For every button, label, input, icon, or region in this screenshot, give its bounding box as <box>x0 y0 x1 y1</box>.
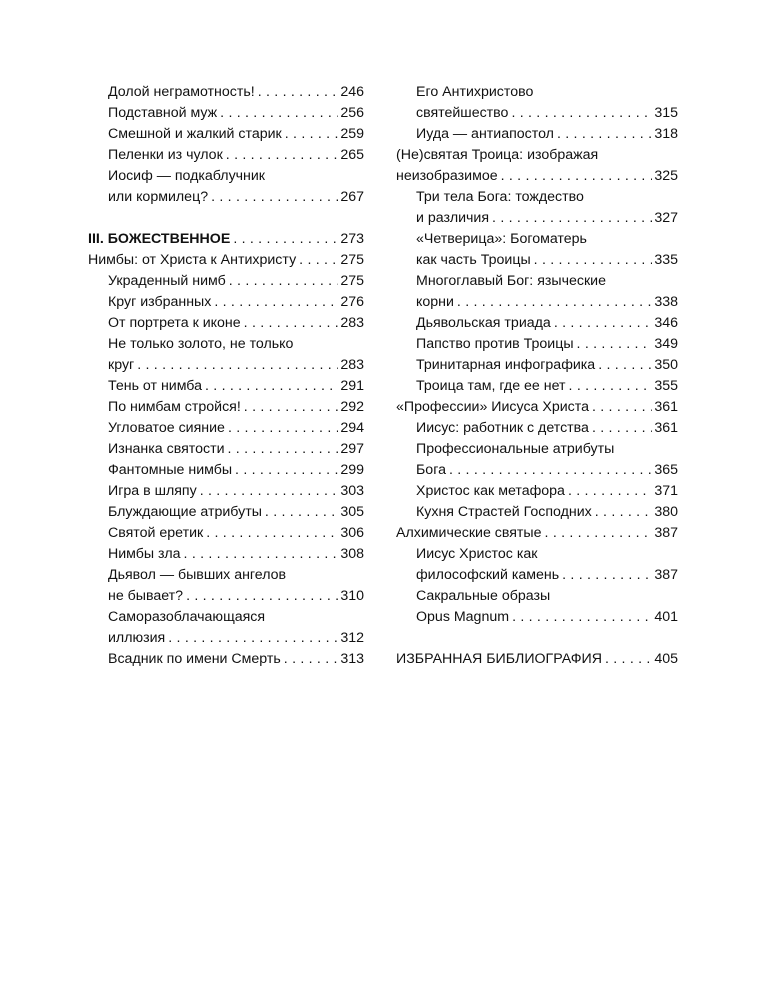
toc-page-number: 291 <box>340 378 364 394</box>
dot-leader <box>605 649 652 670</box>
toc-entry <box>88 334 364 376</box>
toc-entry <box>88 166 364 208</box>
toc-entry-title: Подставной муж <box>108 105 218 121</box>
toc-entry-line <box>108 187 364 208</box>
toc-entry-line <box>396 523 678 544</box>
toc-entry-line <box>108 502 364 523</box>
toc-page-number: 267 <box>340 189 364 205</box>
dot-leader <box>168 628 338 649</box>
toc-entry-line <box>108 334 364 355</box>
toc-page-number: 315 <box>654 105 678 121</box>
dot-leader <box>233 229 338 250</box>
toc-page-number: 355 <box>654 378 678 394</box>
dot-leader <box>206 523 338 544</box>
dot-leader <box>545 523 653 544</box>
toc-page-number: 265 <box>340 147 364 163</box>
toc-entry <box>396 313 678 334</box>
toc-entry-line <box>108 481 364 502</box>
toc-entry-title: святейшество <box>416 105 509 121</box>
toc-entry-line <box>108 397 364 418</box>
toc-entry-title: Круг избранных <box>108 294 212 310</box>
toc-page-number: 273 <box>340 231 364 247</box>
toc-page-number: 380 <box>654 504 678 520</box>
toc-page-number: 361 <box>654 399 678 415</box>
dot-leader <box>577 334 653 355</box>
toc-entry-title: Кухня Страстей Господних <box>416 504 592 520</box>
toc-entry-title: Пеленки из чулок <box>108 147 223 163</box>
toc-entry-line <box>108 292 364 313</box>
toc-section-entry <box>88 250 364 271</box>
toc-entry-title: Христос как метафора <box>416 483 565 499</box>
toc-section-entry <box>88 229 364 250</box>
toc-entry-line <box>108 103 364 124</box>
toc-entry-title: Тень от нимба <box>108 378 202 394</box>
toc-page-number: 387 <box>654 525 678 541</box>
toc-entry <box>396 544 678 586</box>
toc-entry <box>88 82 364 103</box>
toc-entry-title: философский камень <box>416 567 560 583</box>
toc-page-number: 308 <box>340 546 364 562</box>
toc-entry-title: как часть Троицы <box>416 252 531 268</box>
toc-page-number: 405 <box>654 651 678 667</box>
toc-entry <box>88 523 364 544</box>
toc-entry-title: Блуждающие атрибуты <box>108 504 262 520</box>
toc-entry <box>396 502 678 523</box>
toc-entry-title: По нимбам стройся! <box>108 399 241 415</box>
toc-entry-title: Папство против Троицы <box>416 336 574 352</box>
toc-page-number: 401 <box>654 609 678 625</box>
toc-left-column <box>88 82 364 670</box>
toc-page-number: 283 <box>340 357 364 373</box>
toc-entry-line <box>108 271 364 292</box>
toc-page-number: 371 <box>654 483 678 499</box>
toc-page-number: 327 <box>654 210 678 226</box>
dot-leader <box>214 292 338 313</box>
toc-page-number: 312 <box>340 630 364 646</box>
toc-entry-line <box>416 439 678 460</box>
dot-leader <box>244 313 339 334</box>
dot-leader <box>228 439 339 460</box>
toc-entry-title: Тринитарная инфографика <box>416 357 596 373</box>
dot-leader <box>258 82 339 103</box>
dot-leader <box>184 544 339 565</box>
dot-leader <box>512 607 652 628</box>
toc-entry <box>88 397 364 418</box>
toc-entry-line <box>396 166 678 187</box>
dot-leader <box>569 376 653 397</box>
toc-entry <box>88 124 364 145</box>
toc-entry <box>396 334 678 355</box>
toc-right-column <box>396 82 678 670</box>
toc-entry <box>396 229 678 271</box>
toc-entry-title: Opus Magnum <box>416 609 510 625</box>
toc-entry-line <box>396 397 678 418</box>
dot-leader <box>568 481 652 502</box>
toc-entry <box>88 418 364 439</box>
dot-leader <box>562 565 652 586</box>
dot-leader <box>457 292 652 313</box>
toc-entry-title: иллюзия <box>108 630 166 646</box>
toc-entry <box>396 586 678 628</box>
toc-entry-title: Иисус Христос как <box>416 546 538 562</box>
toc-entry <box>88 313 364 334</box>
toc-entry-line <box>108 460 364 481</box>
toc-entry-line <box>416 607 678 628</box>
toc-entry-title: Многоглавый Бог: языческие <box>416 273 606 289</box>
toc-entry <box>396 124 678 145</box>
dot-leader <box>534 250 653 271</box>
toc-page-number: 306 <box>340 525 364 541</box>
dot-leader <box>211 187 338 208</box>
toc-entry-line <box>416 565 678 586</box>
toc-entry-line <box>108 586 364 607</box>
toc-entry <box>88 502 364 523</box>
toc-entry-line <box>416 250 678 271</box>
toc-entry <box>88 439 364 460</box>
toc-entry-line <box>416 481 678 502</box>
toc-entry-line <box>416 313 678 334</box>
toc-entry-title: Иосиф — подкаблучник <box>108 168 266 184</box>
toc-entry-title: Профессиональные атрибуты <box>416 441 615 457</box>
toc-entry-line <box>416 124 678 145</box>
toc-page-number: 350 <box>654 357 678 373</box>
toc-entry-line <box>88 229 364 250</box>
toc-entry-title: неизобразимое <box>396 168 498 184</box>
dot-leader <box>449 460 652 481</box>
toc-entry-line <box>108 439 364 460</box>
toc-entry <box>88 376 364 397</box>
toc-entry-title: (Не)святая Троица: изображая <box>396 147 599 163</box>
toc-entry <box>396 439 678 481</box>
toc-entry-line <box>108 313 364 334</box>
toc-entry-line <box>108 166 364 187</box>
dot-leader <box>229 271 339 292</box>
toc-entry-line <box>108 523 364 544</box>
toc-entry-line <box>416 376 678 397</box>
toc-page-number: 259 <box>340 126 364 142</box>
toc-entry-title: Долой неграмотность! <box>108 84 255 100</box>
toc-entry-line <box>416 544 678 565</box>
toc-entry-line <box>108 628 364 649</box>
toc-page-number: 303 <box>340 483 364 499</box>
dot-leader <box>285 124 339 145</box>
toc-entry-line <box>416 103 678 124</box>
toc-entry-title: корни <box>416 294 454 310</box>
toc-entry <box>88 460 364 481</box>
dot-leader <box>492 208 652 229</box>
toc-entry-line <box>416 271 678 292</box>
toc-entry-title: Фантомные нимбы <box>108 462 233 478</box>
toc-entry-title: Иисус: работник с детства <box>416 420 589 436</box>
toc-page-number: 338 <box>654 294 678 310</box>
toc-entry-title: Нимбы: от Христа к Антихристу <box>88 252 297 268</box>
toc-entry-title: Его Антихристово <box>416 84 534 100</box>
toc-page-number: 292 <box>340 399 364 415</box>
toc-entry-line <box>108 649 364 670</box>
toc-page-number: 305 <box>340 504 364 520</box>
toc-page-number: 276 <box>340 294 364 310</box>
toc-page-number: 310 <box>340 588 364 604</box>
toc-entry-line <box>416 502 678 523</box>
toc-page-number: 256 <box>340 105 364 121</box>
toc-entry-title: Смешной и жалкий старик <box>108 126 282 142</box>
toc-entry-line <box>88 250 364 271</box>
toc-entry <box>396 82 678 124</box>
toc-page-number: 313 <box>340 651 364 667</box>
toc-entry-title: «Четверица»: Богоматерь <box>416 231 587 247</box>
toc-entry-title: не бывает? <box>108 588 184 604</box>
toc-page-number: 283 <box>340 315 364 331</box>
dot-leader <box>226 145 339 166</box>
toc-entry-title: От портрета к иконе <box>108 315 241 331</box>
dot-leader <box>200 481 339 502</box>
toc-entry-title: «Профессии» Иисуса Христа <box>396 399 589 415</box>
toc-page-number: 361 <box>654 420 678 436</box>
dot-leader <box>501 166 653 187</box>
toc-entry-title: и различия <box>416 210 490 226</box>
toc-page-number: 387 <box>654 567 678 583</box>
toc-entry-title: Изнанка святости <box>108 441 225 457</box>
dot-leader <box>220 103 338 124</box>
dot-leader <box>137 355 338 376</box>
toc-entry <box>396 187 678 229</box>
toc-entry <box>88 481 364 502</box>
toc-entry <box>88 565 364 607</box>
toc-entry-title: Троица там, где ее нет <box>416 378 566 394</box>
toc-entry-title: Святой еретик <box>108 525 204 541</box>
toc-entry-line <box>416 460 678 481</box>
toc-entry-title: Сакральные образы <box>416 588 551 604</box>
toc-entry-line <box>416 208 678 229</box>
toc-entry-title: Три тела Бога: тождество <box>416 189 584 205</box>
dot-leader <box>595 502 653 523</box>
toc-page-number: 346 <box>654 315 678 331</box>
dot-leader <box>511 103 652 124</box>
toc-page-number: 246 <box>340 84 364 100</box>
toc-entry <box>88 607 364 649</box>
toc-entry-title: Игра в шляпу <box>108 483 197 499</box>
toc-entry <box>88 544 364 565</box>
toc-entry-line <box>108 607 364 628</box>
toc-section-entry <box>396 397 678 418</box>
dot-leader <box>228 418 338 439</box>
toc-entry-title: III. БОЖЕСТВЕННОЕ <box>88 231 231 247</box>
toc-entry-line <box>416 586 678 607</box>
dot-leader <box>557 124 652 145</box>
toc-section-entry <box>396 145 678 187</box>
toc-entry <box>396 418 678 439</box>
toc-page-number: 349 <box>654 336 678 352</box>
dot-leader <box>284 649 339 670</box>
toc-entry <box>396 355 678 376</box>
dot-leader <box>186 586 338 607</box>
toc-entry <box>88 145 364 166</box>
dot-leader <box>592 397 652 418</box>
toc-entry-line <box>416 229 678 250</box>
toc-entry-title: Иуда — антиапостол <box>416 126 554 142</box>
toc-entry <box>88 103 364 124</box>
toc-section-entry <box>396 649 678 670</box>
toc-entry-line <box>416 187 678 208</box>
toc-entry-line <box>108 418 364 439</box>
toc-entry-title: или кормилец? <box>108 189 209 205</box>
dot-leader <box>598 355 652 376</box>
toc-page-number: 325 <box>654 168 678 184</box>
toc-page-number: 297 <box>340 441 364 457</box>
toc-entry <box>396 376 678 397</box>
toc-entry-title: Саморазоблачающаяся <box>108 609 266 625</box>
dot-leader <box>592 418 652 439</box>
toc-entry-title: Нимбы зла <box>108 546 181 562</box>
toc-entry <box>396 271 678 313</box>
toc-entry-line <box>416 334 678 355</box>
toc-page-number: 318 <box>654 126 678 142</box>
toc-page-number: 294 <box>340 420 364 436</box>
toc-entry-line <box>108 565 364 586</box>
dot-leader <box>265 502 338 523</box>
toc-entry-title: круг <box>108 357 135 373</box>
toc-entry-title: Угловатое сияние <box>108 420 225 436</box>
toc-entry-line <box>108 544 364 565</box>
toc-entry-line <box>396 649 678 670</box>
toc-entry-title: Украденный нимб <box>108 273 226 289</box>
toc-entry-title: Дьявольская триада <box>416 315 551 331</box>
toc-entry-line <box>396 145 678 166</box>
toc-section-entry <box>396 523 678 544</box>
dot-leader <box>244 397 339 418</box>
toc-page-number: 299 <box>340 462 364 478</box>
dot-leader <box>299 250 338 271</box>
toc-entry-title: Бога <box>416 462 446 478</box>
toc-entry-title: ИЗБРАННАЯ БИБЛИОГРАФИЯ <box>396 651 602 667</box>
toc-entry <box>88 292 364 313</box>
toc-entry-line <box>416 82 678 103</box>
toc-entry-line <box>416 418 678 439</box>
toc-page-number: 365 <box>654 462 678 478</box>
toc-page-number: 275 <box>340 252 364 268</box>
toc-page-number: 335 <box>654 252 678 268</box>
dot-leader <box>205 376 338 397</box>
toc-entry-line <box>108 124 364 145</box>
dot-leader <box>235 460 338 481</box>
toc-entry <box>396 481 678 502</box>
toc-entry-title: Не только золото, не только <box>108 336 294 352</box>
toc-page-number: 275 <box>340 273 364 289</box>
toc-entry-line <box>416 355 678 376</box>
toc-entry-line <box>416 292 678 313</box>
toc-entry-line <box>108 82 364 103</box>
toc-entry-line <box>108 355 364 376</box>
toc-entry-title: Всадник по имени Смерть <box>108 651 281 667</box>
toc-entry <box>88 649 364 670</box>
toc-entry-line <box>108 376 364 397</box>
toc-entry-line <box>108 145 364 166</box>
toc-entry-title: Алхимические святые <box>396 525 542 541</box>
toc-entry <box>88 271 364 292</box>
toc-entry-title: Дьявол — бывших ангелов <box>108 567 287 583</box>
dot-leader <box>554 313 653 334</box>
